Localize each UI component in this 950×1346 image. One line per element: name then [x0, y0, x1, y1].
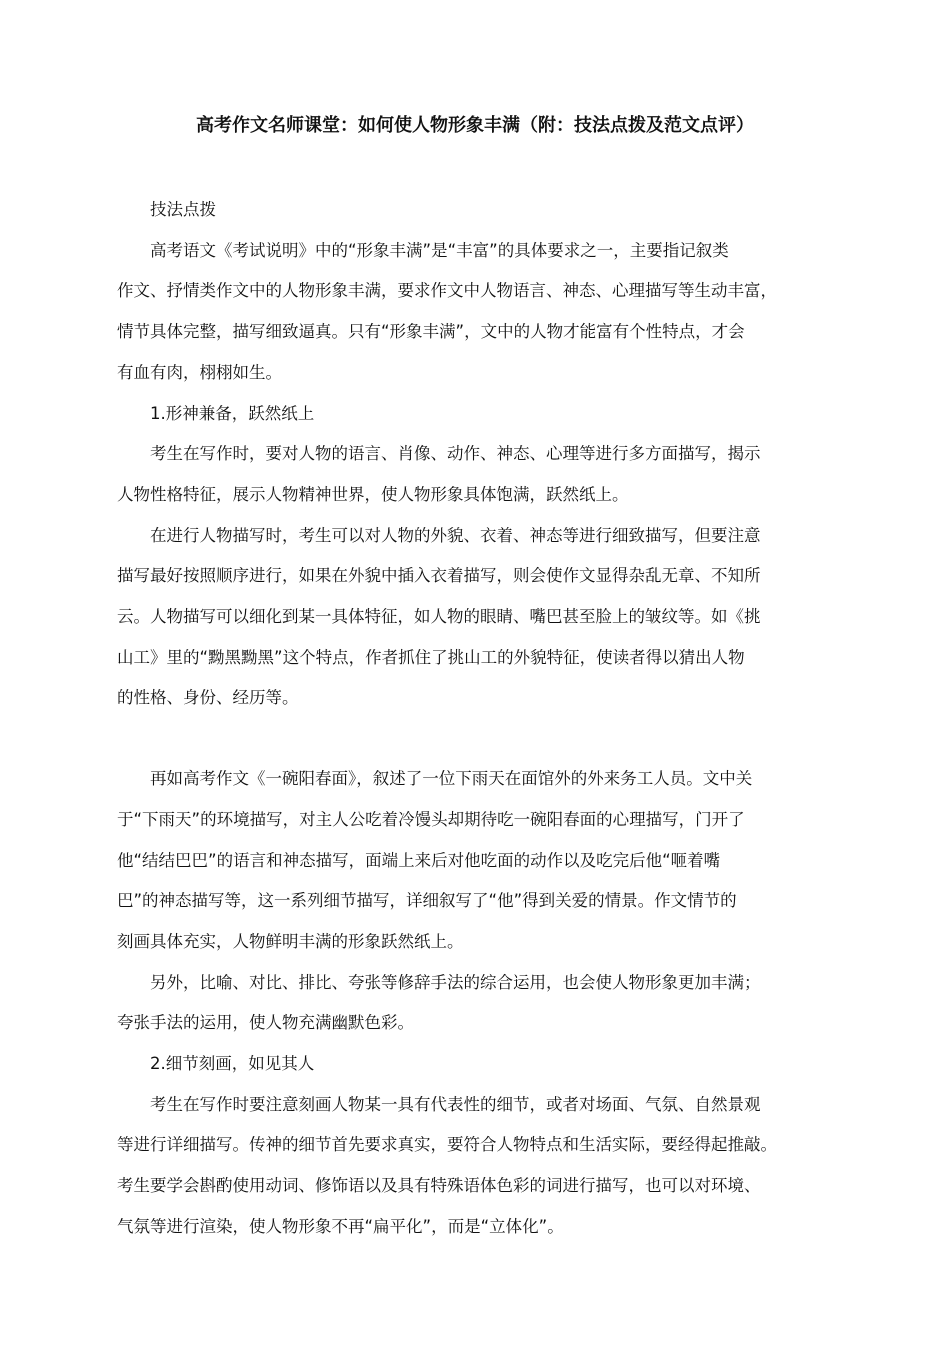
point-2-heading: 2.细节刻画，如见其人: [150, 1054, 315, 1074]
point-1-paragraph-2: 在进行人物描写时，考生可以对人物的外貌、衣着、神态等进行细致描写，但要注意 描写最好按照顺序进行，如果在外貌中插入衣着描写，则会使作文显得杂乱无章、不知所 云。人物描写可以细化到某一具体特征，如人物的眼睛、嘴巴甚至脸上的皱纹等。如《挑 山工》里的“黝黑黝黑”这个特点，作者抓住了挑山工的外貌特征，使读者得以猜出人物 的性格、身份、经历等。: [117, 525, 761, 708]
document-title: 高考作文名师课堂：如何使人物形象丰满（附：技法点拨及范文点评）: [196, 115, 754, 136]
intro-paragraph: 高考语文《考试说明》中的“形象丰满”是“丰富”的具体要求之一，主要指记叙类 作文、抒情类作文中的人物形象丰满，要求作文中人物语言、神态、心理描写等生动丰富， 情节具体完整，描写细致逼真。只有“形象丰满”，文中的人物才能富有个性特点，才会 有血有肉，栩栩如生。: [117, 240, 777, 382]
section-label: 技法点拨: [150, 200, 216, 219]
point-1-paragraph-1: 考生在写作时，要对人物的语言、肖像、动作、神态、心理等进行多方面描写，揭示 人物性格特征，展示人物精神世界，使人物形象具体饱满，跃然纸上。: [117, 444, 761, 504]
point-2-paragraph-1: 考生在写作时要注意刻画人物某一具有代表性的细节，或者对场面、气氛、自然景观 等进行详细描写。传神的细节首先要求真实，要符合人物特点和生活实际，要经得起推敲。 考生要学会斟酌使用动词、修饰语以及具有特殊语体色彩的词进行描写，也可以对环境、 气氛等进行渲染，使人物形象不再“扁平化”，而是“立体化”。: [117, 1094, 777, 1236]
document-body: [117, 190, 833, 1248]
point-1-paragraph-4: 另外，比喻、对比、排比、夸张等修辞手法的综合运用，也会使人物形象更加丰满； 夸张手法的运用，使人物充满幽默色彩。: [117, 972, 761, 1033]
blank-line: [117, 719, 833, 759]
point-1-paragraph-3: 再如高考作文《一碗阳春面》，叙述了一位下雨天在面馆外的外来务工人员。文中关 于“下雨天”的环境描写，对主人公吃着冷馒头却期待吃一碗阳春面的心理描写，门开了 他“结结巴巴”的语言和神态描写，面端上来后对他吃面的动作以及吃完后他“咂着嘴 巴”的神态描写等，这一系列细节描写，详细叙写了“他”得到关爱的情景。作文情节的 刻画具体充实，人物鲜明丰满的形象跃然纸上。: [117, 769, 753, 951]
point-1-heading: 1.形神兼备，跃然纸上: [150, 403, 315, 423]
